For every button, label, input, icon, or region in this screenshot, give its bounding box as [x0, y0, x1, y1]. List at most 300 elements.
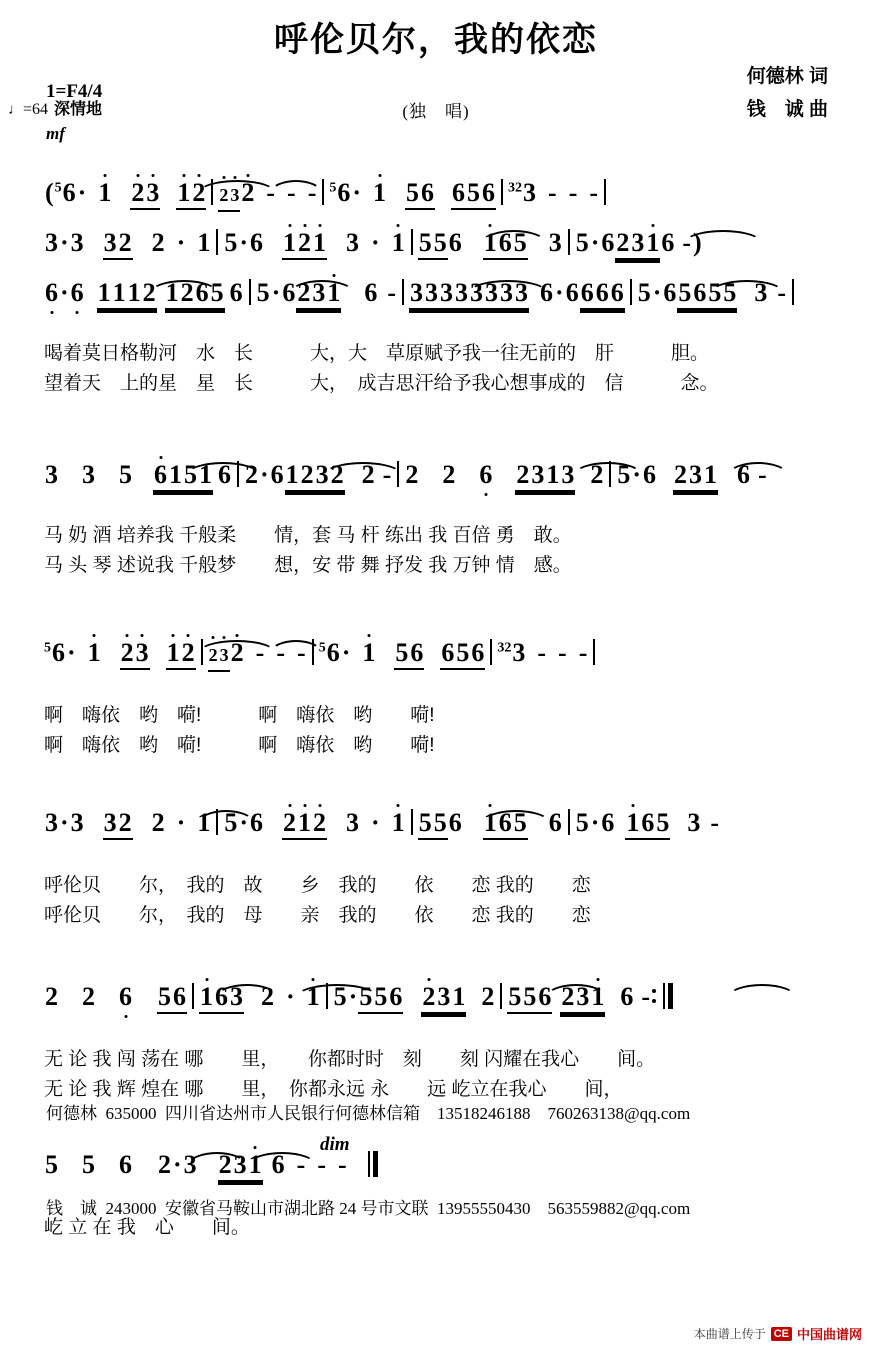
system-3-notation: [38, 278, 834, 324]
repeat-dots: [651, 983, 657, 1009]
aug-dot: ·: [371, 808, 380, 838]
note: 5: [433, 808, 448, 840]
note: 5: [455, 638, 470, 670]
note: 6: [119, 1150, 132, 1180]
barline: [604, 179, 606, 205]
note: 2: [151, 808, 165, 838]
dynamic-dim: dim: [320, 1134, 350, 1156]
note: 6: [610, 278, 625, 310]
note: 1: [483, 228, 498, 260]
system-1-notation: [38, 178, 834, 224]
octave-prefix: 5: [54, 180, 62, 196]
note: 1: [199, 982, 214, 1014]
aug-dot: ·: [260, 460, 269, 490]
note: 3: [346, 228, 360, 258]
aug-dot: ·: [77, 178, 87, 208]
note: 6: [420, 178, 435, 210]
paren-open: (: [45, 178, 54, 208]
note: 6: [537, 982, 552, 1014]
note: 3: [45, 460, 58, 490]
note: 6: [479, 460, 493, 490]
system-7-notation: [38, 982, 834, 1028]
octave-prefix: 5: [329, 180, 337, 196]
tempo-marking: [8, 96, 102, 119]
note: 1: [282, 228, 297, 260]
octave-prefix: 5: [318, 640, 326, 656]
note: 6: [737, 460, 751, 490]
note: 2: [481, 982, 495, 1012]
note: 1: [297, 808, 312, 840]
note: 3: [630, 228, 645, 260]
subtitle: (独 唱): [402, 102, 470, 122]
slur: [728, 984, 796, 997]
aug-dot: ·: [60, 228, 69, 258]
note: 6: [448, 808, 462, 838]
aug-dot: ·: [176, 808, 186, 838]
barline: [593, 639, 595, 665]
dash: -: [537, 638, 547, 668]
note: 2: [118, 808, 133, 840]
note: 3: [70, 808, 84, 838]
dash: -: [387, 278, 397, 308]
note: 5: [45, 1150, 58, 1180]
system-6: [38, 808, 834, 930]
note: 6: [661, 228, 675, 258]
dynamic-mf: mf: [46, 124, 65, 143]
note: 2: [230, 638, 244, 668]
note: 3: [469, 278, 484, 310]
note: 6: [548, 808, 562, 838]
aug-dot: ·: [60, 278, 69, 308]
note: 2: [45, 982, 58, 1012]
note: 3: [346, 808, 360, 838]
note: 1: [87, 638, 101, 668]
note: 2: [180, 278, 195, 310]
system-5: [38, 638, 834, 760]
note: 3: [436, 982, 451, 1014]
note: 3: [424, 278, 439, 310]
note: 5: [707, 278, 722, 310]
note: 3: [512, 638, 526, 668]
note: 6: [481, 178, 496, 210]
note: 1: [326, 278, 341, 310]
note: 6: [451, 178, 466, 210]
slur: [728, 462, 788, 475]
system-4-notation: [38, 460, 834, 506]
contact-footer: [46, 1036, 690, 1288]
aug-dot: ·: [632, 460, 642, 490]
barline: [500, 983, 502, 1009]
note: 5: [433, 228, 448, 260]
note: 2: [282, 808, 297, 840]
system-2: [38, 228, 834, 274]
note: 5: [513, 808, 528, 840]
note: 3: [219, 640, 230, 672]
dash: -: [710, 808, 720, 838]
note: 2: [515, 460, 530, 492]
note: 5: [224, 228, 238, 258]
footer-line-1: 何德林 635000 四川省达州市人民银行何德林信箱 13518246188 760263138@qq.com: [46, 1104, 691, 1124]
note: 5: [722, 278, 737, 310]
note: 1: [166, 638, 181, 670]
paren-close: ): [693, 228, 702, 258]
note: 6: [218, 460, 231, 490]
note: 2: [218, 1150, 233, 1182]
note: 2: [615, 228, 630, 260]
note: 5: [82, 1150, 95, 1180]
system-6-lyrics-verse-1: 呼伦贝 尔， 我的 故 乡 我的 依 恋 我的 恋: [44, 875, 591, 897]
dash: -: [382, 460, 392, 490]
note: 3: [45, 228, 58, 258]
note: 6: [229, 278, 243, 308]
note: 3: [688, 460, 703, 492]
note: 3: [530, 460, 545, 492]
note: 6: [498, 808, 513, 840]
note: 5: [507, 982, 522, 1014]
key-signature: 1=F4/4: [46, 81, 103, 103]
note: 1: [197, 808, 211, 838]
note: 3: [82, 460, 95, 490]
system-4: [38, 460, 834, 580]
aug-dot: ·: [67, 638, 76, 668]
tempo-value: =64: [23, 101, 49, 118]
dash: -: [276, 638, 286, 668]
aug-dot: ·: [352, 178, 362, 208]
note: 6: [62, 178, 76, 208]
note: 5: [157, 982, 172, 1014]
note: 3: [499, 278, 514, 310]
note: 5: [677, 278, 692, 310]
note: 1: [312, 228, 327, 260]
dash: -: [641, 982, 651, 1012]
note: 6: [643, 460, 657, 490]
note: 3: [454, 278, 469, 310]
note: 6: [440, 638, 455, 670]
note: 3: [548, 228, 562, 258]
system-3: [38, 278, 834, 398]
note: 1: [306, 982, 320, 1012]
aug-dot: ·: [286, 982, 295, 1012]
note: 5: [358, 982, 373, 1014]
note: 3: [45, 808, 58, 838]
note: 6: [580, 278, 595, 310]
note: 2: [590, 460, 604, 490]
note: 2: [82, 982, 95, 1012]
note: 6: [172, 982, 187, 1014]
system-5-lyrics-verse-1: 啊 嗨依 哟 嗬! 啊 嗨依 哟 嗬!: [44, 705, 435, 727]
note: 6: [620, 982, 634, 1012]
note: 3: [103, 228, 118, 260]
barline: [402, 279, 404, 305]
note: 6: [388, 982, 403, 1014]
note: 2: [208, 640, 219, 672]
dash: -: [338, 1150, 347, 1180]
note: 5: [418, 228, 433, 260]
dash: -: [266, 178, 276, 208]
system-7-lyrics-verse-2: 无 论 我 辉 煌在 哪 里， 你都永远 永 远 屹立在我心 间，: [44, 1079, 623, 1101]
note: 5: [513, 228, 528, 260]
system-1: [38, 178, 834, 224]
note: 6: [214, 982, 229, 1014]
dash: -: [558, 638, 567, 668]
note: 5: [617, 460, 631, 490]
note: 6: [153, 460, 168, 492]
barline: [411, 809, 413, 835]
watermark-text: 本曲谱上传于: [693, 1327, 766, 1341]
dash: -: [296, 1150, 306, 1180]
note: 5: [418, 808, 433, 840]
note: 3: [687, 808, 701, 838]
system-6-lyrics-verse-2: 呼伦贝 尔， 我的 母 亲 我的 依 恋 我的 恋: [44, 905, 591, 927]
barline: [411, 229, 413, 255]
note: 5: [405, 178, 420, 210]
aug-dot: ·: [176, 228, 186, 258]
barline: [322, 179, 324, 205]
note: 1: [391, 808, 405, 838]
system-6-notation: [38, 808, 834, 854]
note: 6: [364, 278, 378, 308]
barline: [216, 229, 218, 255]
composer-credit: 钱 诚 曲: [746, 98, 828, 120]
system-2-notation: [38, 228, 834, 274]
note: 6: [250, 228, 264, 258]
note: 1: [198, 460, 213, 492]
note: 5: [210, 278, 225, 310]
dash: -: [307, 178, 317, 208]
note: 1: [483, 808, 498, 840]
note: 2: [312, 808, 327, 840]
note: 3: [233, 1150, 248, 1182]
note: 3: [103, 808, 118, 840]
aug-dot: ·: [341, 638, 351, 668]
note: 6: [119, 982, 132, 1012]
note: 5: [522, 982, 537, 1014]
slur: [270, 640, 322, 653]
note: 6: [250, 808, 264, 838]
aug-dot: ·: [60, 808, 69, 838]
note: 6: [640, 808, 655, 840]
dash: -: [682, 228, 692, 258]
system-3-lyrics-verse-2: 望着天 上的星 星 长 大， 成吉思汗给予我心想事成的 信 念。: [44, 373, 719, 395]
system-7-lyrics-verse-1: 无 论 我 闯 荡在 哪 里， 你都时时 刻 刻 闪耀在我心 间。: [44, 1049, 656, 1071]
credits: [747, 61, 828, 126]
note: 1: [176, 178, 191, 210]
dash: -: [589, 178, 599, 208]
note: 6: [448, 228, 462, 258]
aug-dot: ·: [590, 808, 600, 838]
dash: -: [758, 460, 767, 490]
aug-dot: ·: [371, 228, 380, 258]
note: 2: [151, 228, 165, 258]
lyricist-credit: 何德林 词: [746, 66, 828, 88]
note: 1: [590, 982, 605, 1014]
note: 3: [183, 1150, 197, 1180]
note: 1: [391, 228, 405, 258]
note: 6: [540, 278, 554, 308]
note: 6: [565, 278, 579, 308]
note: 2: [560, 982, 575, 1014]
note: 3: [315, 460, 330, 492]
note: 6: [270, 460, 284, 490]
note: 6: [601, 228, 615, 258]
dash: -: [255, 638, 265, 668]
note: 6: [52, 638, 65, 668]
system-5-notation: [38, 638, 834, 684]
octave-prefix: 32: [508, 180, 523, 196]
note: 6: [337, 178, 351, 208]
page-title: 呼伦贝尔，我的依恋: [274, 21, 598, 59]
note: 1: [285, 460, 300, 492]
note: 3: [754, 278, 768, 308]
note: 5: [183, 460, 198, 492]
system-3-lyrics-verse-1: 喝着莫日格勒河 水 长 大，大 草原赋予我一往无前的 肝 胆。: [44, 343, 710, 365]
barline: [192, 983, 194, 1009]
note: 2: [158, 1150, 171, 1180]
barline: [249, 279, 251, 305]
note: 2: [673, 460, 688, 492]
dash: -: [568, 178, 578, 208]
note: 3: [145, 178, 160, 210]
watermark: [694, 1324, 862, 1343]
note: 2: [142, 278, 157, 310]
note: 2: [241, 178, 255, 208]
note: 2: [261, 982, 274, 1012]
note: 2: [118, 228, 133, 260]
note: 6: [498, 228, 513, 260]
note: 2: [300, 460, 315, 492]
note: 5: [333, 982, 347, 1012]
site-logo-icon: CE: [771, 1327, 792, 1341]
note: 1: [703, 460, 718, 492]
note: 2: [130, 178, 145, 210]
dash: -: [578, 638, 588, 668]
note: 3: [523, 178, 537, 208]
note: 1: [127, 278, 142, 310]
note: 3: [560, 460, 575, 492]
note: 5: [637, 278, 651, 308]
note: 1: [373, 178, 387, 208]
octave-prefix: 5: [44, 640, 51, 656]
aug-dot: ·: [173, 1150, 182, 1180]
note: 2: [297, 228, 312, 260]
note: 2: [245, 460, 258, 490]
note: 1: [451, 982, 466, 1014]
note: 2: [442, 460, 456, 490]
aug-dot: ·: [239, 808, 249, 838]
note: 1: [362, 638, 376, 668]
aug-dot: ·: [239, 228, 249, 258]
note: 1: [545, 460, 560, 492]
note: 5: [575, 228, 589, 258]
note: 2: [361, 460, 375, 490]
note: 6: [692, 278, 707, 310]
note: 2: [181, 638, 196, 670]
note: 5: [575, 808, 589, 838]
note: 3: [484, 278, 499, 310]
note: 5: [394, 638, 409, 670]
note: 2: [330, 460, 345, 492]
barline: [568, 809, 570, 835]
note: 6: [326, 638, 340, 668]
note: 2: [218, 180, 229, 212]
footer-line-2: 钱 诚 243000 安徽省马鞍山市湖北路 24 号市文联 13955550430 563559882@qq.com: [46, 1198, 691, 1218]
note: 2: [421, 982, 436, 1014]
quarter-note-icon: ♩: [8, 102, 23, 118]
repeat-barline: [663, 983, 673, 1016]
note: 6: [195, 278, 210, 310]
aug-dot: ·: [652, 278, 662, 308]
note: 1: [248, 1150, 263, 1182]
note: 3: [70, 228, 84, 258]
note: 3: [575, 982, 590, 1014]
aug-dot: ·: [555, 278, 564, 308]
note: 3: [229, 180, 240, 212]
note: 6: [663, 278, 677, 308]
note: 3: [409, 278, 424, 310]
barline: [630, 279, 632, 305]
note: 5: [256, 278, 270, 308]
dash: -: [287, 178, 296, 208]
note: 2: [120, 638, 135, 670]
note: 5: [224, 808, 238, 838]
system-5-lyrics-verse-2: 啊 嗨依 哟 嗬! 啊 嗨依 哟 嗬!: [44, 735, 435, 757]
aug-dot: ·: [348, 982, 358, 1012]
note: 1: [97, 278, 112, 310]
note: 6: [271, 1150, 285, 1180]
octave-prefix: 32: [497, 640, 512, 656]
note: 3: [135, 638, 150, 670]
system-4-lyrics-verse-1: 马 奶 酒 培养我 千般柔 情，套 马 杆 练出 我 百倍 勇 敢。: [44, 525, 572, 547]
note: 1: [98, 178, 112, 208]
slur: [198, 180, 276, 193]
note: 5: [466, 178, 481, 210]
note: 6: [470, 638, 485, 670]
note: 1: [168, 460, 183, 492]
aug-dot: ·: [590, 228, 600, 258]
note: 6: [595, 278, 610, 310]
note: 1: [112, 278, 127, 310]
aug-dot: ·: [271, 278, 281, 308]
note: 6: [601, 808, 615, 838]
barline: [501, 179, 503, 205]
barline: [568, 229, 570, 255]
note: 6: [45, 278, 58, 308]
note: 1: [197, 228, 211, 258]
note: 1: [625, 808, 640, 840]
dash: -: [777, 278, 787, 308]
note: 6: [282, 278, 296, 308]
note: 1: [165, 278, 180, 310]
note: 3: [514, 278, 529, 310]
watermark-site: 中国曲谱网: [796, 1327, 862, 1342]
barline: [792, 279, 794, 305]
note: 5: [655, 808, 670, 840]
note: 2: [405, 460, 419, 490]
barline: [490, 639, 492, 665]
note: 6: [70, 278, 84, 308]
note: 2: [296, 278, 311, 310]
expression-marking: 深情地: [54, 101, 103, 118]
note: 3: [439, 278, 454, 310]
note: 1: [645, 228, 660, 260]
system-4-lyrics-verse-2: 马 头 琴 述说我 千般梦 想，安 带 舞 抒发 我 万钟 情 感。: [44, 555, 572, 577]
note: 2: [191, 178, 206, 210]
note: 3: [311, 278, 326, 310]
dash: -: [548, 178, 557, 208]
note: 5: [373, 982, 388, 1014]
dash: -: [297, 638, 306, 668]
note: 3: [229, 982, 244, 1014]
